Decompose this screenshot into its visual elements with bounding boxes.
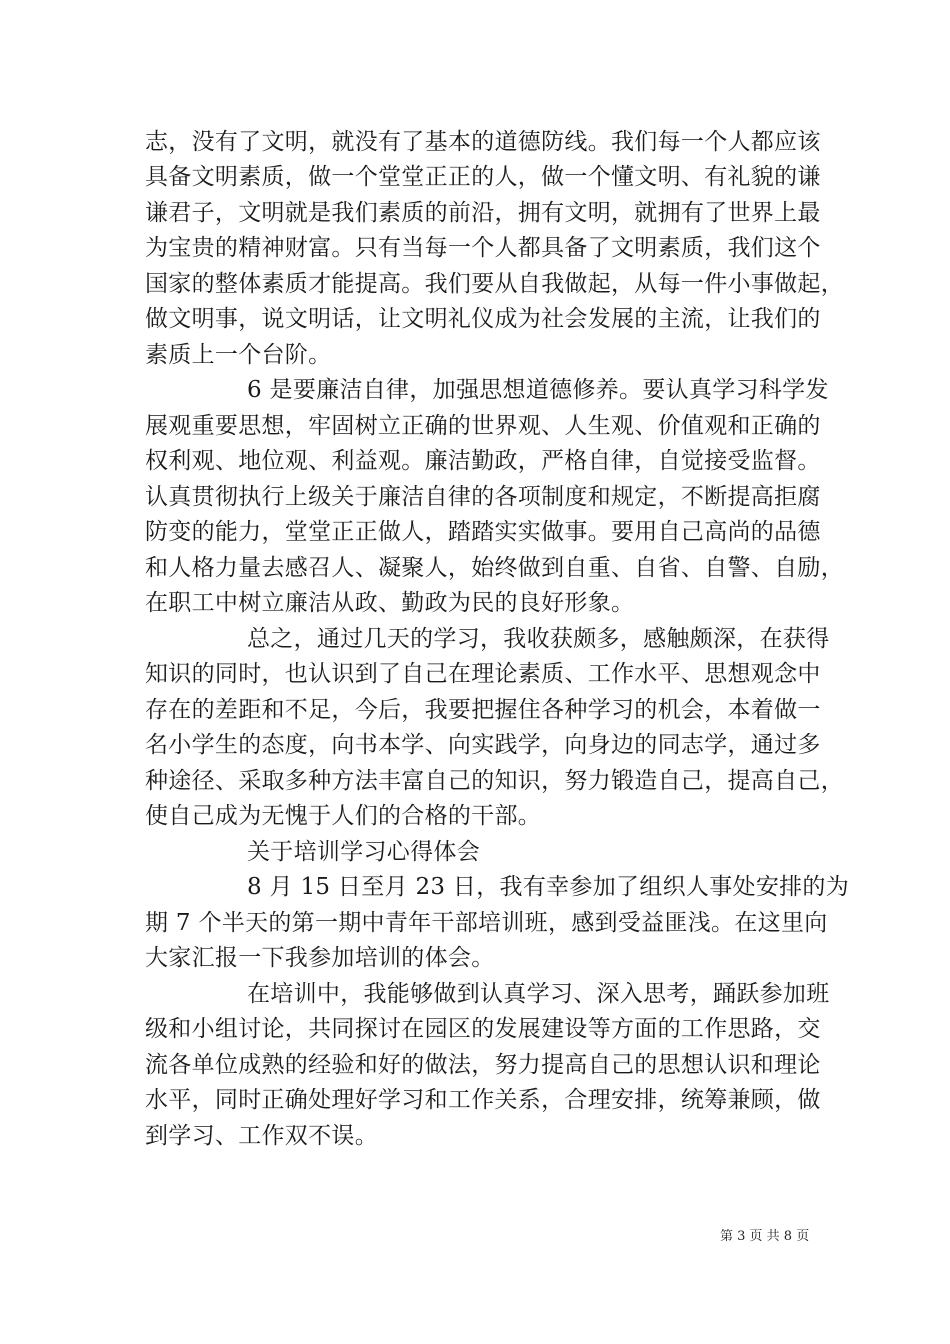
paragraph-first-line: 6 是要廉洁自律，加强思想道德修养。要认真学习科学发 — [247, 377, 829, 403]
body-text-line: 国家的整体素质才能提高。我们要从自我做起，从每一件小事做起， — [145, 271, 844, 297]
body-text-line: 级和小组讨论，共同探讨在园区的发展建设等方面的工作思路，交 — [145, 1016, 821, 1042]
body-text-line: 防变的能力，堂堂正正做人，踏踏实实做事。要用自己高尚的品德 — [145, 519, 821, 545]
paragraph-first-line: 8 月 15 日至月 23 日，我有幸参加了组织人事处安排的为 — [247, 874, 850, 900]
body-text-line: 存在的差距和不足，今后，我要把握住各种学习的机会，本着做一 — [145, 697, 821, 723]
paragraph-first-line: 总之，通过几天的学习，我收获颇多，感触颇深，在获得 — [247, 626, 830, 652]
body-text-line: 水平，同时正确处理好学习和工作关系，合理安排，统筹兼顾，做 — [145, 1087, 821, 1113]
body-text-line: 到学习、工作双不误。 — [145, 1123, 378, 1149]
body-text-line: 具备文明素质，做一个堂堂正正的人，做一个懂文明、有礼貌的谦 — [145, 164, 821, 190]
body-text-line: 权利观、地位观、利益观。廉洁勤政，严格自律，自觉接受监督。 — [145, 448, 821, 474]
body-text-line: 期 7 个半天的第一期中青年干部培训班，感到受益匪浅。在这里向 — [145, 910, 828, 936]
body-text-line: 志，没有了文明，就没有了基本的道德防线。我们每一个人都应该 — [145, 129, 821, 155]
section-heading: 关于培训学习心得体会 — [247, 839, 480, 865]
body-text-line: 谦君子，文明就是我们素质的前沿，拥有文明，就拥有了世界上最 — [145, 200, 821, 226]
body-text-line: 知识的同时，也认识到了自己在理论素质、工作水平、思想观念中 — [145, 661, 821, 687]
paragraph-first-line: 在培训中，我能够做到认真学习、深入思考，踊跃参加班 — [247, 981, 830, 1007]
body-text-line: 为宝贵的精神财富。只有当每一个人都具备了文明素质，我们这个 — [145, 235, 821, 261]
body-text-line: 大家汇报一下我参加培训的体会。 — [145, 945, 495, 971]
body-text-line: 展观重要思想，牢固树立正确的世界观、人生观、价值观和正确的 — [145, 413, 821, 439]
body-text-line: 做文明事，说文明话，让文明礼仪成为社会发展的主流，让我们的 — [145, 306, 821, 332]
body-text-line: 在职工中树立廉洁从政、勤政为民的良好形象。 — [145, 590, 635, 616]
body-text-line: 和人格力量去感召人、凝聚人，始终做到自重、自省、自警、自励， — [145, 555, 844, 581]
body-text-line: 种途径、采取多种方法丰富自己的知识，努力锻造自己，提高自己， — [145, 768, 844, 794]
body-text-line: 使自己成为无愧于人们的合格的干部。 — [145, 803, 542, 829]
page-number-footer: 第 3 页 共 8 页 — [720, 1229, 810, 1244]
body-text-line: 名小学生的态度，向书本学、向实践学，向身边的同志学，通过多 — [145, 732, 821, 758]
body-text-line: 素质上一个台阶。 — [145, 342, 332, 368]
body-text-line: 流各单位成熟的经验和好的做法，努力提高自己的思想认识和理论 — [145, 1052, 821, 1078]
body-text-line: 认真贯彻执行上级关于廉洁自律的各项制度和规定，不断提高拒腐 — [145, 484, 821, 510]
